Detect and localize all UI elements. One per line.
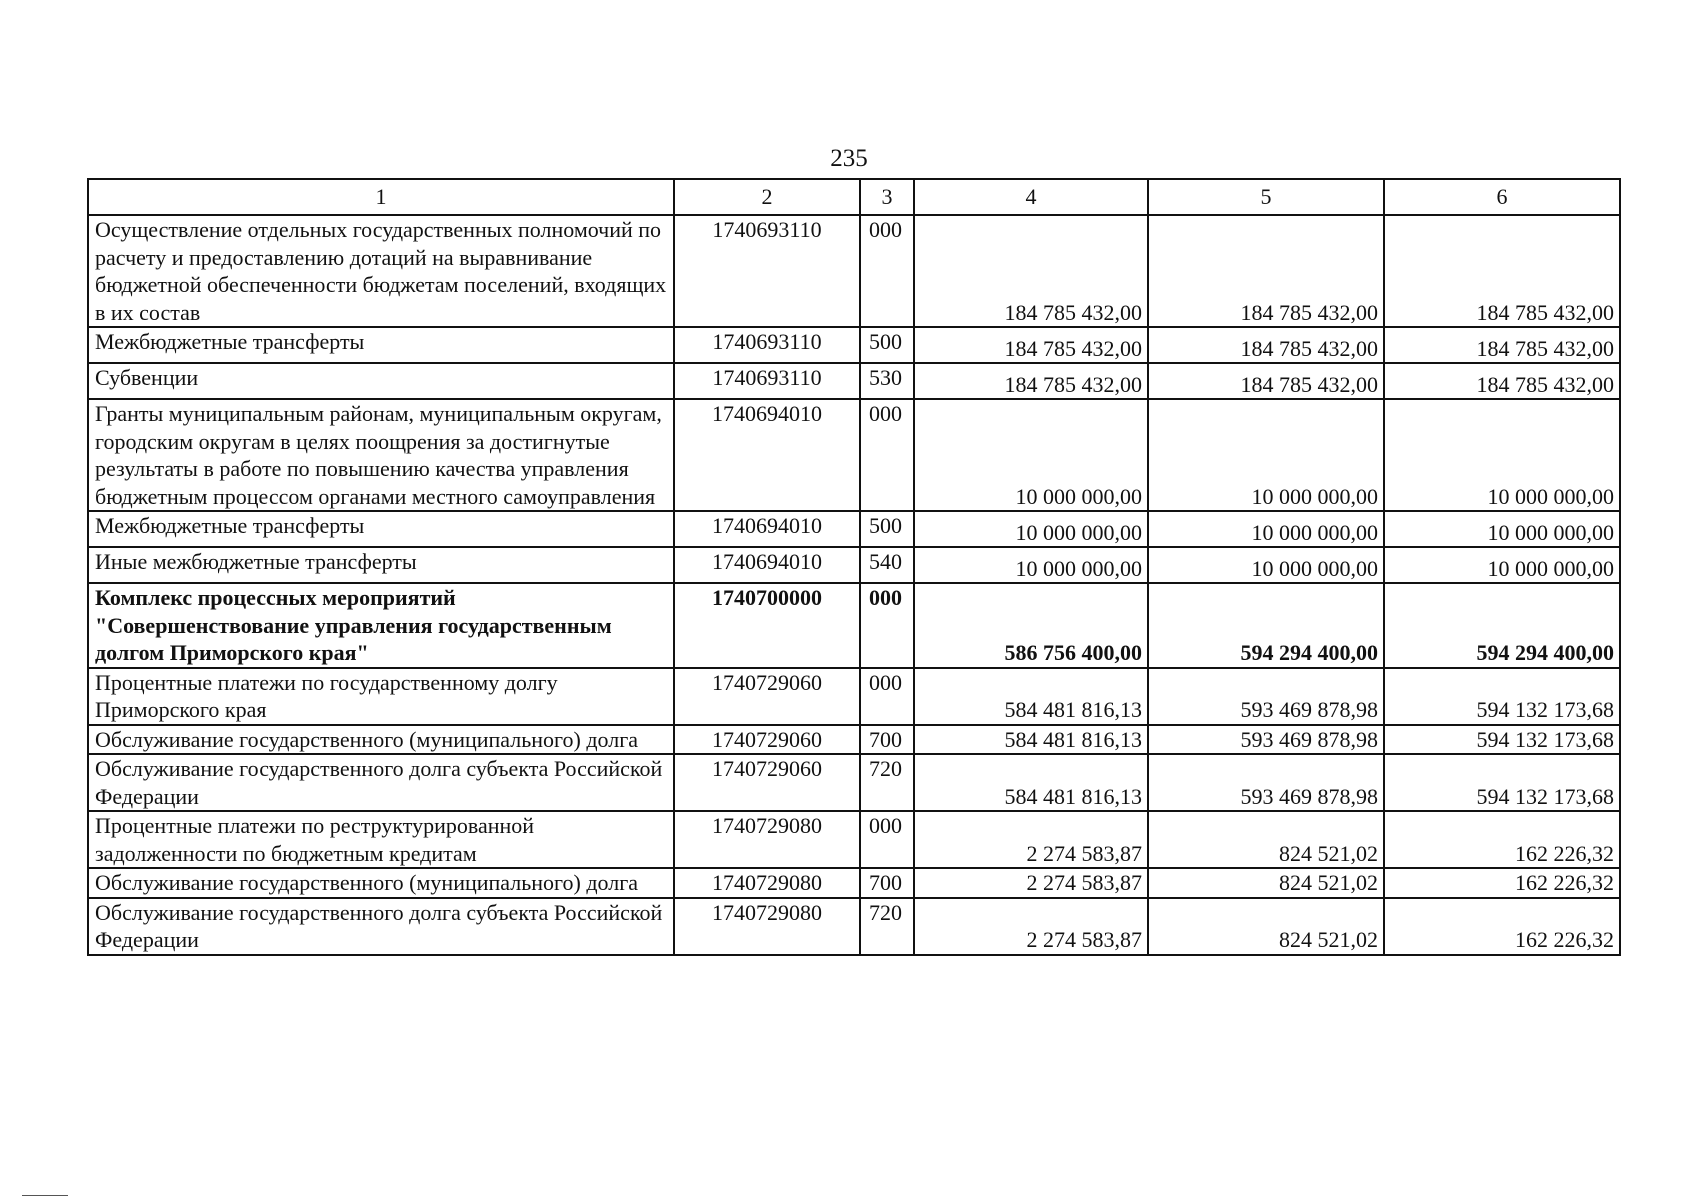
row-name: Субвенции xyxy=(88,363,674,399)
row-amount-2: 184 785 432,00 xyxy=(1148,363,1384,399)
row-amount-3: 10 000 000,00 xyxy=(1384,511,1620,547)
row-amount-2: 184 785 432,00 xyxy=(1148,215,1384,327)
row-code: 1740693110 xyxy=(674,215,860,327)
column-header: 6 xyxy=(1384,179,1620,215)
table-row xyxy=(88,399,1620,511)
footer-divider xyxy=(22,1195,68,1196)
table-row xyxy=(88,327,1620,363)
column-header: 1 xyxy=(88,179,674,215)
row-code: 1740694010 xyxy=(674,399,860,511)
row-amount-2: 184 785 432,00 xyxy=(1148,327,1384,363)
row-amount-2: 594 294 400,00 xyxy=(1148,583,1384,668)
row-code: 1740729060 xyxy=(674,754,860,811)
row-name: Осуществление отдельных государственных полномочий по расчету и предоставлению дотаций на выравнивание бюджетной обеспеченности бюджетам поселений, входящих в их состав xyxy=(88,215,674,327)
row-code: 1740729080 xyxy=(674,898,860,955)
budget-table xyxy=(87,178,1621,956)
row-type: 720 xyxy=(860,898,914,955)
column-header: 5 xyxy=(1148,179,1384,215)
row-type: 700 xyxy=(860,868,914,898)
row-type: 700 xyxy=(860,725,914,755)
row-code: 1740693110 xyxy=(674,363,860,399)
column-header: 3 xyxy=(860,179,914,215)
row-name: Комплекс процессных мероприятий "Совершенствование управления государственным долгом Приморского края" xyxy=(88,583,674,668)
row-amount-3: 162 226,32 xyxy=(1384,898,1620,955)
column-header: 4 xyxy=(914,179,1148,215)
row-type: 000 xyxy=(860,399,914,511)
table-row xyxy=(88,547,1620,583)
row-amount-2: 593 469 878,98 xyxy=(1148,754,1384,811)
row-amount-1: 184 785 432,00 xyxy=(914,327,1148,363)
table-row xyxy=(88,668,1620,725)
row-amount-1: 2 274 583,87 xyxy=(914,868,1148,898)
row-amount-2: 824 521,02 xyxy=(1148,868,1384,898)
row-amount-3: 184 785 432,00 xyxy=(1384,363,1620,399)
row-amount-2: 824 521,02 xyxy=(1148,898,1384,955)
table-row xyxy=(88,898,1620,955)
row-name: Процентные платежи по государственному долгу Приморского края xyxy=(88,668,674,725)
row-code: 1740700000 xyxy=(674,583,860,668)
row-code: 1740729080 xyxy=(674,811,860,868)
column-header: 2 xyxy=(674,179,860,215)
table-row xyxy=(88,811,1620,868)
row-amount-3: 594 132 173,68 xyxy=(1384,725,1620,755)
row-amount-2: 593 469 878,98 xyxy=(1148,725,1384,755)
row-amount-3: 10 000 000,00 xyxy=(1384,547,1620,583)
row-amount-2: 10 000 000,00 xyxy=(1148,511,1384,547)
row-amount-1: 2 274 583,87 xyxy=(914,898,1148,955)
table-row xyxy=(88,868,1620,898)
row-amount-2: 10 000 000,00 xyxy=(1148,399,1384,511)
table-row xyxy=(88,725,1620,755)
row-amount-3: 184 785 432,00 xyxy=(1384,215,1620,327)
row-type: 530 xyxy=(860,363,914,399)
row-type: 000 xyxy=(860,668,914,725)
row-name: Межбюджетные трансферты xyxy=(88,327,674,363)
row-amount-3: 594 132 173,68 xyxy=(1384,668,1620,725)
row-amount-1: 584 481 816,13 xyxy=(914,754,1148,811)
row-type: 540 xyxy=(860,547,914,583)
row-name: Обслуживание государственного долга субъекта Российской Федерации xyxy=(88,754,674,811)
row-code: 1740729080 xyxy=(674,868,860,898)
row-amount-1: 586 756 400,00 xyxy=(914,583,1148,668)
row-type: 000 xyxy=(860,215,914,327)
row-type: 500 xyxy=(860,511,914,547)
row-code: 1740729060 xyxy=(674,725,860,755)
row-name: Процентные платежи по реструктурированной задолженности по бюджетным кредитам xyxy=(88,811,674,868)
row-amount-3: 594 132 173,68 xyxy=(1384,754,1620,811)
row-name: Иные межбюджетные трансферты xyxy=(88,547,674,583)
table-row xyxy=(88,754,1620,811)
row-amount-3: 10 000 000,00 xyxy=(1384,399,1620,511)
table-header-row xyxy=(88,179,1620,215)
row-name: Обслуживание государственного долга субъекта Российской Федерации xyxy=(88,898,674,955)
row-amount-3: 184 785 432,00 xyxy=(1384,327,1620,363)
row-amount-1: 584 481 816,13 xyxy=(914,725,1148,755)
row-code: 1740693110 xyxy=(674,327,860,363)
row-amount-1: 10 000 000,00 xyxy=(914,399,1148,511)
row-amount-2: 10 000 000,00 xyxy=(1148,547,1384,583)
row-type: 000 xyxy=(860,811,914,868)
row-amount-1: 10 000 000,00 xyxy=(914,547,1148,583)
row-amount-1: 184 785 432,00 xyxy=(914,215,1148,327)
row-type: 000 xyxy=(860,583,914,668)
row-amount-1: 184 785 432,00 xyxy=(914,363,1148,399)
row-amount-3: 162 226,32 xyxy=(1384,868,1620,898)
row-amount-1: 10 000 000,00 xyxy=(914,511,1148,547)
row-code: 1740729060 xyxy=(674,668,860,725)
table-row xyxy=(88,363,1620,399)
row-amount-2: 824 521,02 xyxy=(1148,811,1384,868)
row-amount-3: 162 226,32 xyxy=(1384,811,1620,868)
table-row-section-total xyxy=(88,583,1620,668)
page-number: 235 xyxy=(830,145,868,172)
row-code: 1740694010 xyxy=(674,547,860,583)
row-name: Обслуживание государственного (муниципального) долга xyxy=(88,725,674,755)
row-code: 1740694010 xyxy=(674,511,860,547)
table-row xyxy=(88,511,1620,547)
row-amount-1: 2 274 583,87 xyxy=(914,811,1148,868)
row-amount-2: 593 469 878,98 xyxy=(1148,668,1384,725)
row-name: Межбюджетные трансферты xyxy=(88,511,674,547)
row-type: 500 xyxy=(860,327,914,363)
row-name: Гранты муниципальным районам, муниципальным округам, городским округам в целях поощрения за достигнутые результаты в работе по повышению качества управления бюджетным процессом органами местного самоуправления xyxy=(88,399,674,511)
row-name: Обслуживание государственного (муниципального) долга xyxy=(88,868,674,898)
row-amount-3: 594 294 400,00 xyxy=(1384,583,1620,668)
row-amount-1: 584 481 816,13 xyxy=(914,668,1148,725)
row-type: 720 xyxy=(860,754,914,811)
table-row xyxy=(88,215,1620,327)
